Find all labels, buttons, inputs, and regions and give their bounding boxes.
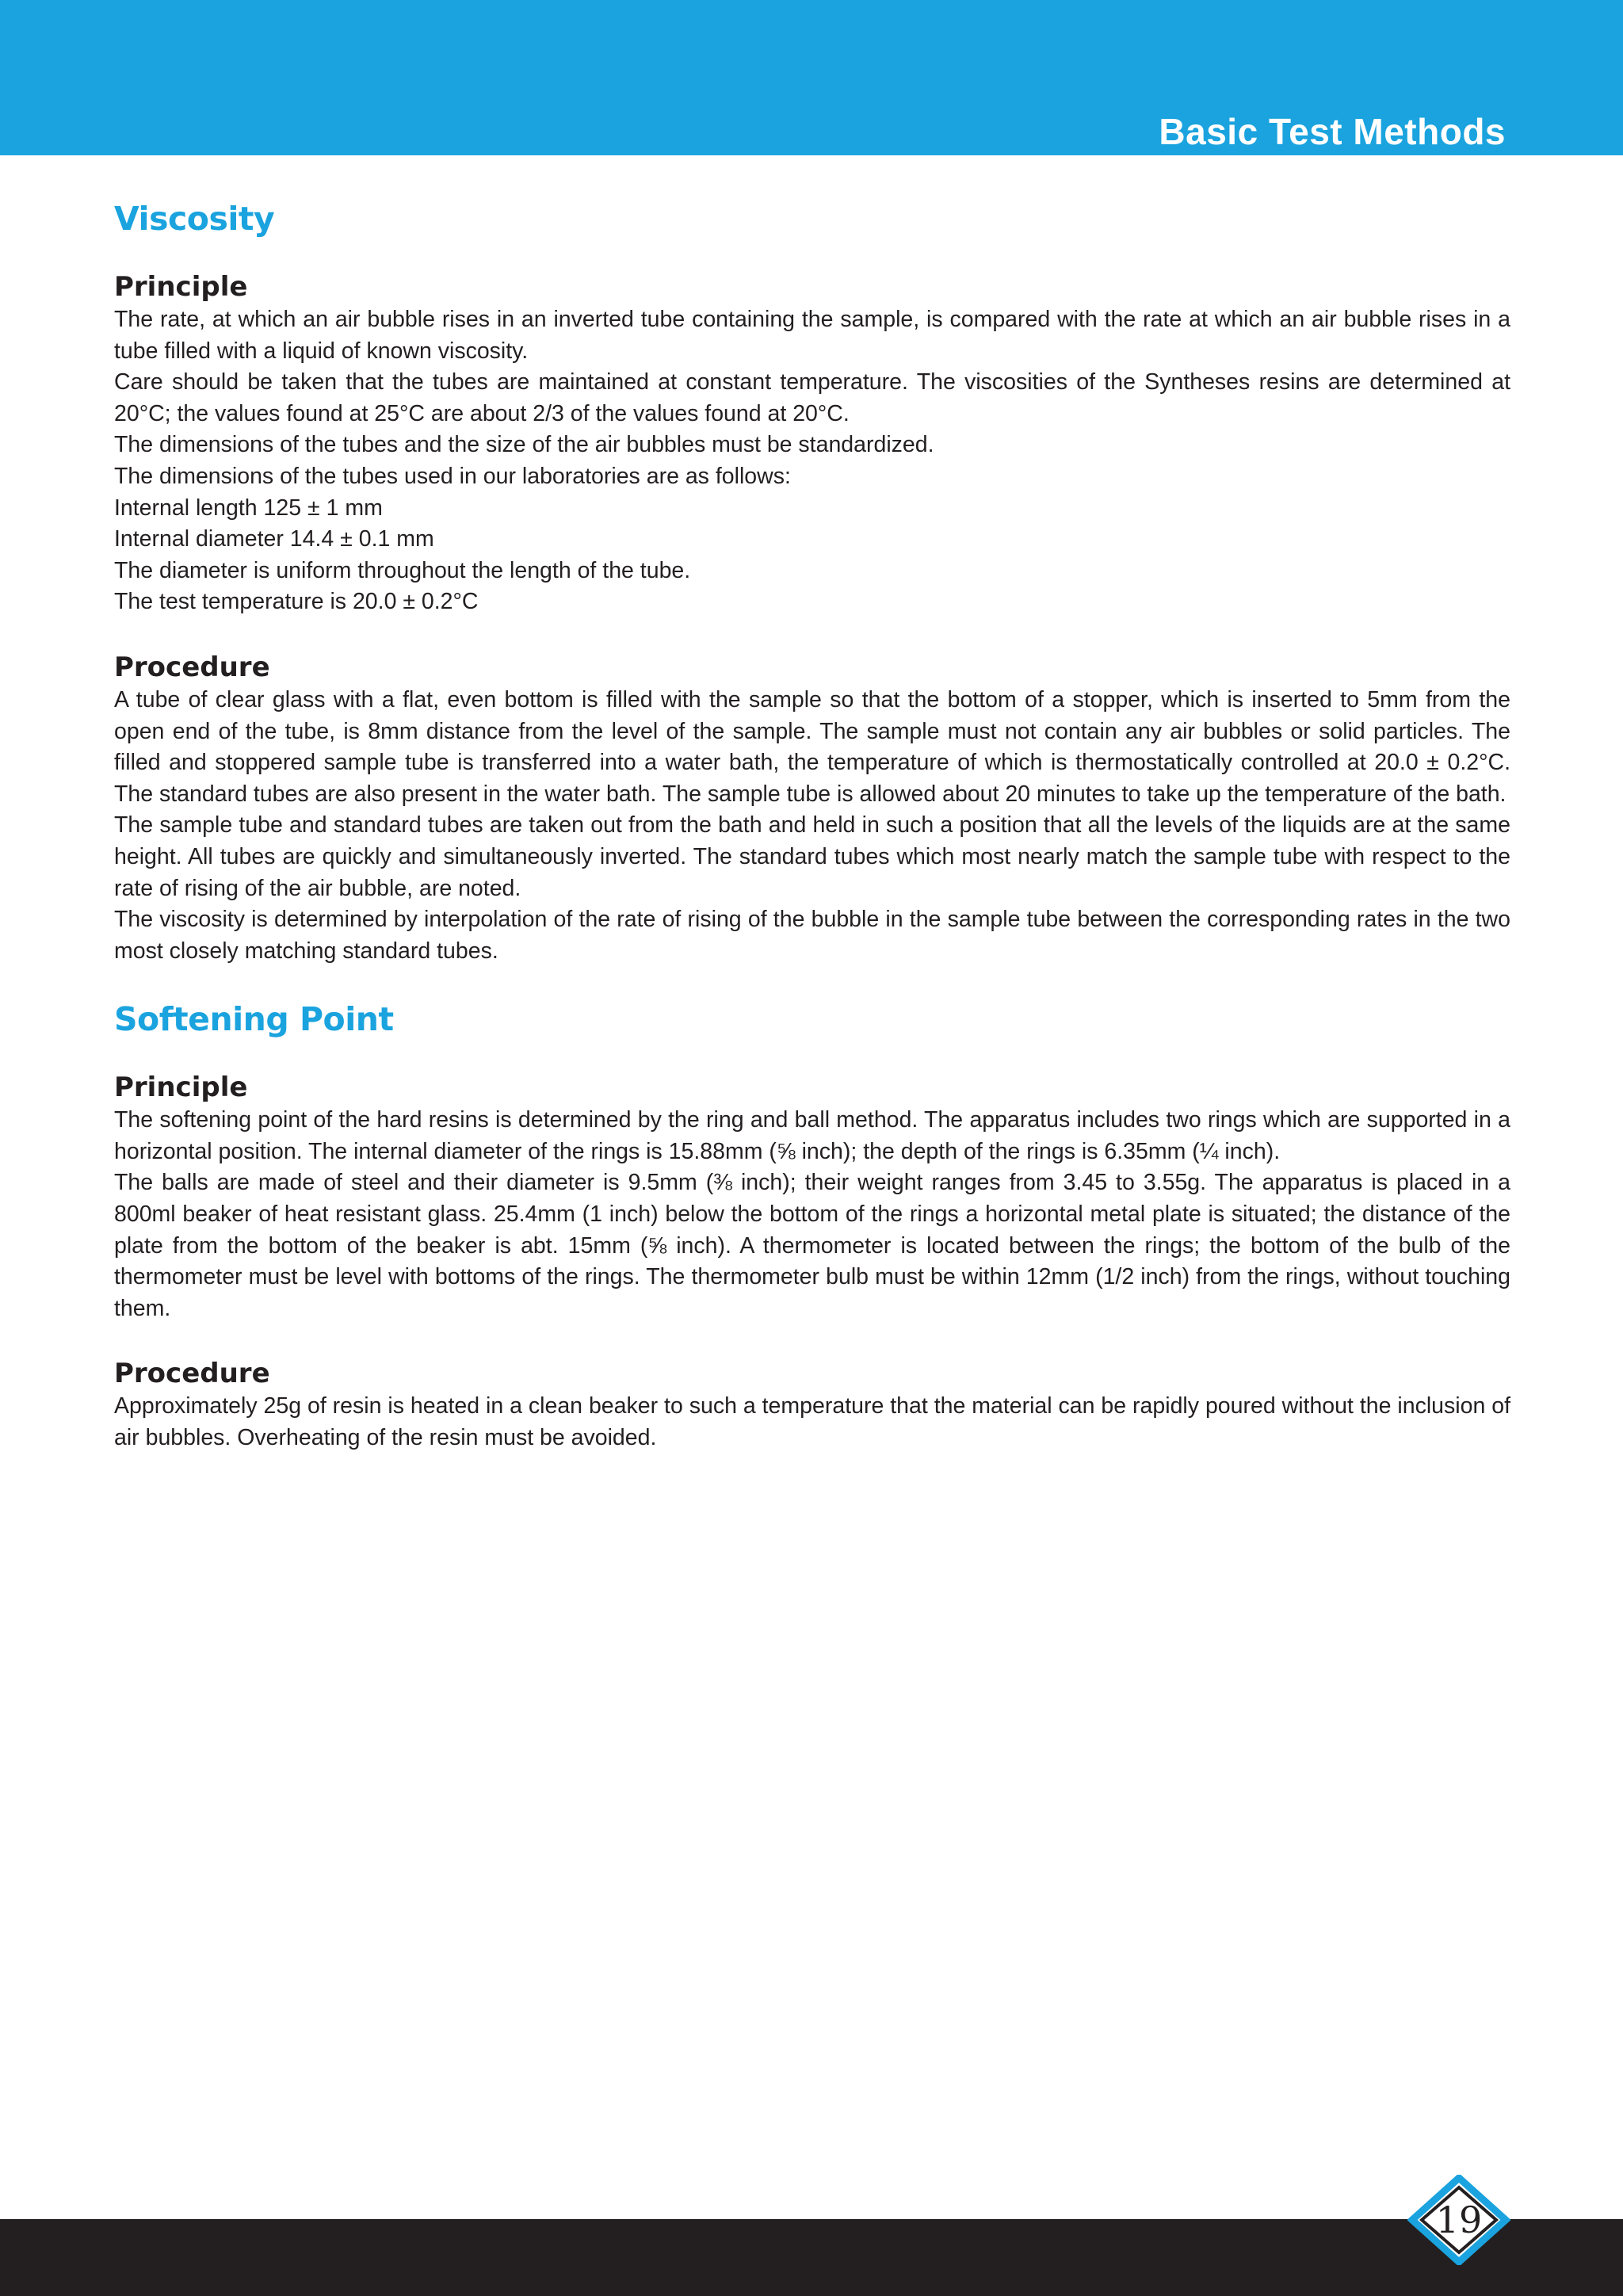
- viscosity-procedure-heading: Procedure: [114, 651, 270, 683]
- main-content: [114, 197, 1510, 1454]
- softening-procedure-paragraph: Approximately 25g of resin is heated in a clean beaker to such a temperature that the material can be rapidly poured without the inclusion of air bubbles. Overheating of the resin must be avoided.: [114, 1393, 1510, 1451]
- viscosity-principle-line: Internal length 125 ± 1 mm: [114, 495, 383, 521]
- softening-principle-paragraph: The softening point of the hard resins is determined by the ring and ball method. The apparatus includes two rings which are supported in a horizontal position. The internal diameter of the rings is 15.88mm (⅝ inch); the depth of the rings is 6.35mm (¼ inch).: [114, 1107, 1510, 1164]
- softening-principle-heading: Principle: [114, 1072, 248, 1104]
- viscosity-principle-line: The test temperature is 20.0 ± 0.2°C: [114, 589, 479, 615]
- footer-bar: [0, 2219, 1623, 2296]
- viscosity-principle-line: The rate, at which an air bubble rises in an inverted tube containing the sample, is compared with the rate at which an air bubble rises in a tube filled with a liquid of known viscosity.: [114, 307, 1510, 364]
- viscosity-principle-heading: Principle: [114, 271, 248, 303]
- viscosity-principle-line: The dimensions of the tubes used in our laboratories are as follows:: [114, 463, 791, 489]
- viscosity-procedure-paragraph: The viscosity is determined by interpolation of the rate of rising of the bubble in the sample tube between the corresponding rates in the two most closely matching standard tubes.: [114, 907, 1510, 964]
- viscosity-principle-line: Internal diameter 14.4 ± 0.1 mm: [114, 526, 434, 552]
- page-number-badge: [1407, 2175, 1510, 2265]
- section-title-viscosity: Viscosity: [114, 200, 275, 238]
- page-number: 19: [1435, 2199, 1483, 2241]
- viscosity-procedure-paragraph: The sample tube and standard tubes are taken out from the bath and held in such a position that all the levels of the liquids are at the same height. All tubes are quickly and simultaneously inverted. The standard tubes which most nearly match the sample tube with respect to the rate of rising of the air bubble, are noted.: [114, 812, 1510, 901]
- viscosity-principle-line: The diameter is uniform throughout the length of the tube.: [114, 557, 691, 583]
- viscosity-principle-line: Care should be taken that the tubes are maintained at constant temperature. The viscosities of the Syntheses resins are determined at 20°C; the values found at 25°C are about 2/3 of the values found at 20°C.: [114, 369, 1510, 426]
- section-title-softening-point: Softening Point: [114, 1000, 394, 1039]
- viscosity-principle-line: The dimensions of the tubes and the size of the air bubbles must be standardized.: [114, 432, 934, 458]
- viscosity-procedure-paragraph: A tube of clear glass with a flat, even bottom is filled with the sample so that the bottom of a stopper, which is inserted to 5mm from the open end of the tube, is 8mm distance from the level of the sample. The sample must not contain any air bubbles or solid particles. The filled and stoppered sample tube is transferred into a water bath, the temperature of which is thermostatically controlled at 20.0 ± 0.2°C. The standard tubes are also present in the water bath. The sample tube is allowed about 20 minutes to take up the temperature of the bath.: [114, 686, 1510, 807]
- softening-procedure-heading: Procedure: [114, 1358, 270, 1390]
- header-banner: [0, 0, 1623, 155]
- page-header-title: Basic Test Methods: [1159, 111, 1506, 152]
- softening-principle-paragraph: The balls are made of steel and their diameter is 9.5mm (⅜ inch); their weight ranges from 3.45 to 3.55g. The apparatus is placed in a 800ml beaker of heat resistant glass. 25.4mm (1 inch) below the bottom of the rings a horizontal metal plate is situated; the distance of the plate from the bottom of the beaker is abt. 15mm (⅝ inch). A thermometer is located between the rings; the bottom of the bulb of the thermometer must be level with bottoms of the rings. The thermometer bulb must be within 12mm (1/2 inch) from the rings, without touching them.: [114, 1170, 1510, 1321]
